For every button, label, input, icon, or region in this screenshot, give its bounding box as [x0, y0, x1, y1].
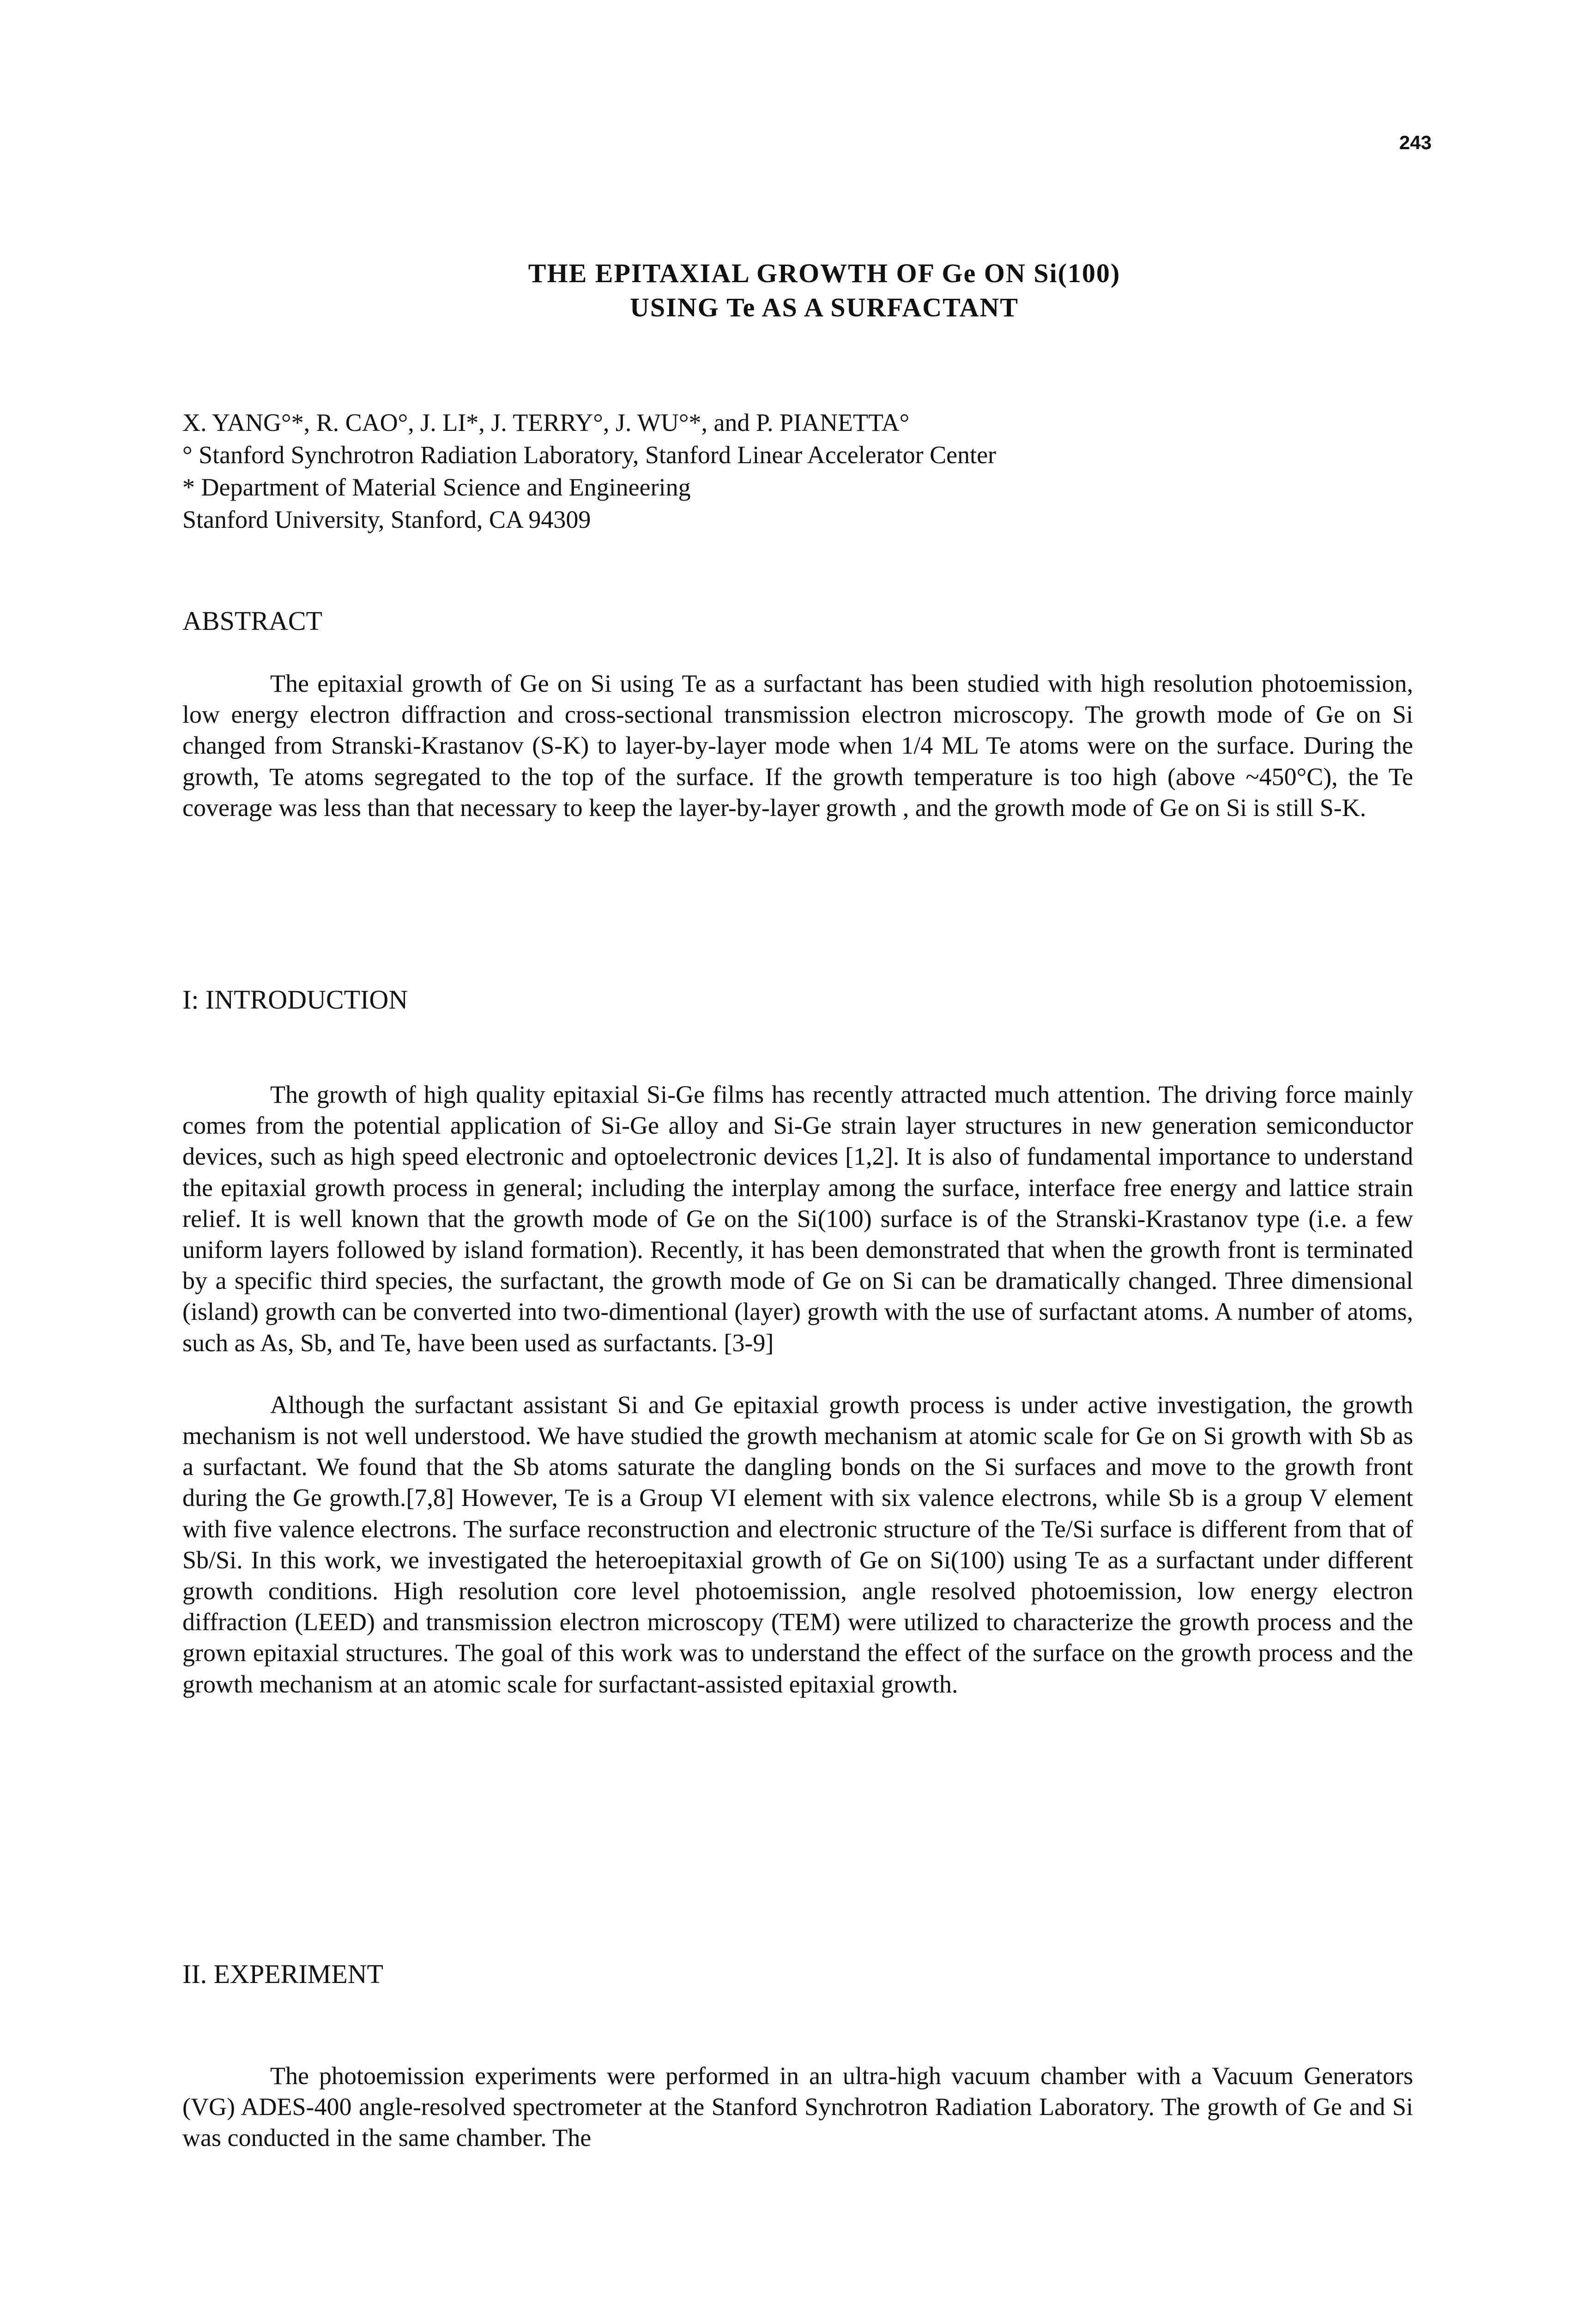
- abstract-heading: ABSTRACT: [182, 606, 322, 636]
- title-line-2: USING Te AS A SURFACTANT: [630, 292, 1019, 322]
- introduction-heading: I: INTRODUCTION: [182, 985, 408, 1015]
- experiment-paragraph-1: The photoemission experiments were performed in an ultra-high vacuum chamber with a Vacuum Generators (VG) ADES-400 angle-resolved spectrometer at the Stanford Synchrotron Radiation Laboratory. The growth of Ge and Si was conducted in the same chamber. The: [182, 2062, 1413, 2152]
- abstract-body: [182, 668, 1413, 823]
- experiment-heading: II. EXPERIMENT: [182, 1959, 383, 1989]
- author-block: [182, 406, 1429, 536]
- experiment-body: [182, 2061, 1413, 2154]
- introduction-paragraph-2: Although the surfactant assistant Si and Ge epitaxial growth process is under active investigation, the growth mechanism is not well understood. We have studied the growth mechanism at atomic scale for Ge on Si growth with Sb as a surfactant. We found that the Sb atoms saturate the dangling bonds on the Si surfaces and move to the growth front during the Ge growth.[7,8] However, Te is a Group VI element with six valence electrons, while Sb is a group V element with five valence electrons. The surface reconstruction and electronic structure of the Te/Si surface is different from that of Sb/Si. In this work, we investigated the heteroepitaxial growth of Ge on Si(100) using Te as a surfactant under different growth conditions. High resolution core level photoemission, angle resolved photoemission, low energy electron diffraction (LEED) and transmission electron microscopy (TEM) were utilized to characterize the growth process and the grown epitaxial structures. The goal of this work was to understand the effect of the surface on the growth process and the growth mechanism at an atomic scale for surfactant-assisted epitaxial growth.: [182, 1390, 1413, 1698]
- paper-title: [254, 256, 1395, 325]
- affiliation-university: Stanford University, Stanford, CA 94309: [182, 506, 591, 533]
- author-names: X. YANG°*, R. CAO°, J. LI*, J. TERRY°, J. WU°*, and P. PIANETTA°: [182, 409, 910, 436]
- affiliation-materials: * Department of Material Science and Engineering: [182, 473, 691, 501]
- title-line-1: THE EPITAXIAL GROWTH OF Ge ON Si(100): [528, 258, 1121, 288]
- abstract-paragraph: The epitaxial growth of Ge on Si using Te as a surfactant has been studied with high resolution photoemission, low energy electron diffraction and cross-sectional transmission electron microscopy. The growth mode of Ge on Si changed from Stranski-Krastanov (S-K) to layer-by-layer mode when 1/4 ML Te atoms were on the surface. During the growth, Te atoms segregated to the top of the surface. If the growth temperature is too high (above ~450°C), the Te coverage was less than that necessary to keep the layer-by-layer growth , and the growth mode of Ge on Si is still S-K.: [182, 670, 1413, 822]
- introduction-paragraph-1: The growth of high quality epitaxial Si-Ge films has recently attracted much attention. The driving force mainly comes from the potential application of Si-Ge alloy and Si-Ge strain layer structures in new generation semiconductor devices, such as high speed electronic and optoelectronic devices [1,2]. It is also of fundamental importance to understand the epitaxial growth process in general; including the interplay among the surface, interface free energy and lattice strain relief. It is well known that the growth mode of Ge on the Si(100) surface is of the Stranski-Krastanov type (i.e. a few uniform layers followed by island formation). Recently, it has been demonstrated that when the growth front is terminated by a specific third species, the surfactant, the growth mode of Ge on Si can be dramatically changed. Three dimensional (island) growth can be converted into two-dimentional (layer) growth with the use of surfactant atoms. A number of atoms, such as As, Sb, and Te, have been used as surfactants. [3-9]: [182, 1081, 1413, 1357]
- introduction-body: [182, 1079, 1413, 1700]
- affiliation-ssrl: ° Stanford Synchrotron Radiation Laboratory, Stanford Linear Accelerator Center: [182, 441, 997, 469]
- page-number: 243: [1399, 132, 1432, 153]
